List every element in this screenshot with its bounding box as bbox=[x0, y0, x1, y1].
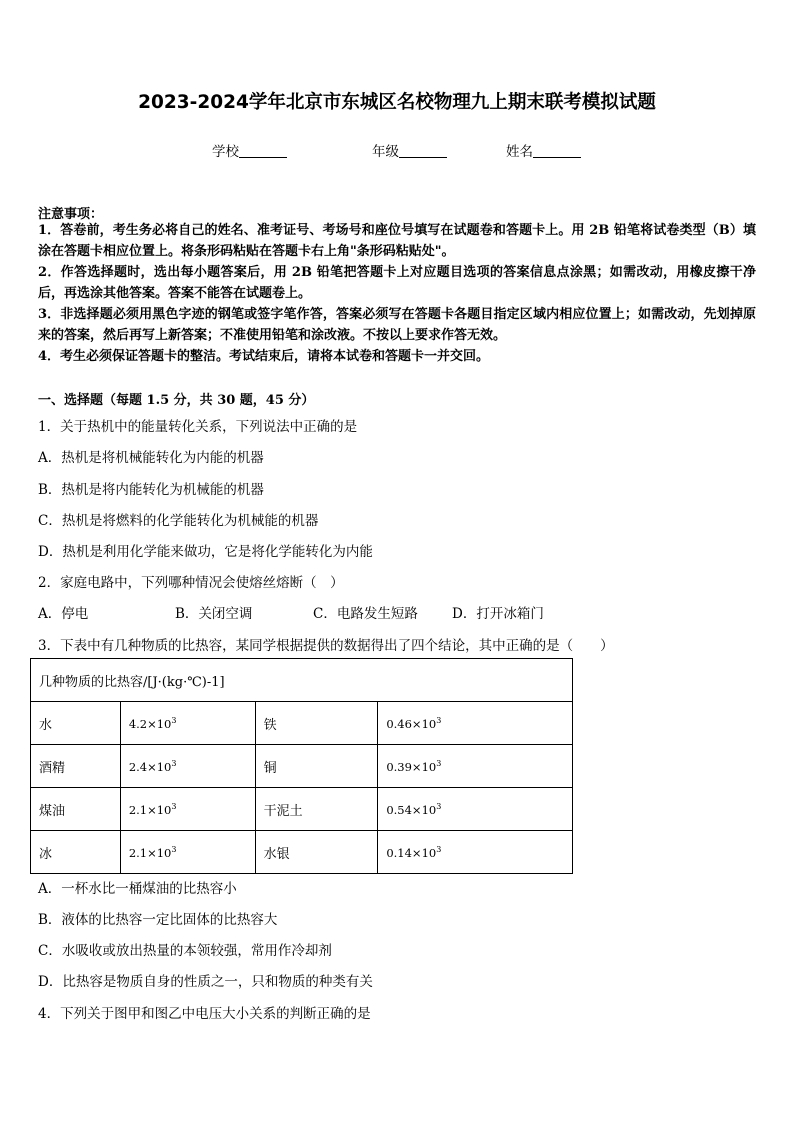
value-mantissa: 0.46×10 bbox=[386, 716, 437, 731]
value-exponent: 3 bbox=[436, 844, 442, 854]
table-header-cell: 几种物质的比热容/[J·(kg·℃)-1] bbox=[31, 659, 573, 702]
table-cell-substance: 干泥土 bbox=[255, 788, 378, 831]
table-row bbox=[31, 788, 573, 831]
table-cell-value bbox=[120, 702, 255, 745]
value-exponent: 3 bbox=[436, 758, 442, 768]
grade-label: 年级 bbox=[372, 144, 399, 160]
table-row bbox=[31, 831, 573, 874]
value-exponent: 3 bbox=[171, 801, 177, 811]
table-cell-substance: 水 bbox=[31, 702, 121, 745]
value-exponent: 3 bbox=[436, 715, 442, 725]
table-cell-substance: 酒精 bbox=[31, 745, 121, 788]
page-title: 2023-2024学年北京市东城区名校物理九上期末联考模拟试题 bbox=[138, 92, 656, 113]
school-blank bbox=[239, 143, 287, 158]
value-mantissa: 0.14×10 bbox=[386, 845, 437, 860]
value-exponent: 3 bbox=[436, 801, 442, 811]
table-cell-value bbox=[378, 702, 573, 745]
school-label: 学校 bbox=[212, 144, 239, 160]
question-2-stem: 2．家庭电路中，下列哪种情况会使熔丝熔断（ ） bbox=[38, 575, 344, 591]
question-1-option-b: B．热机是将内能转化为机械能的机器 bbox=[38, 482, 264, 498]
name-blank bbox=[533, 143, 581, 158]
question-3-option-d: D．比热容是物质自身的性质之一，只和物质的种类有关 bbox=[38, 974, 373, 990]
question-1-option-a: A．热机是将机械能转化为内能的机器 bbox=[38, 450, 264, 466]
question-2-option-d: D．打开冰箱门 bbox=[452, 606, 544, 622]
question-2-option-b: B．关闭空调 bbox=[175, 606, 253, 622]
table-row bbox=[31, 745, 573, 788]
question-2-option-c: C．电路发生短路 bbox=[313, 606, 418, 622]
question-2-option-a: A．停电 bbox=[38, 606, 89, 622]
table-cell-value bbox=[378, 745, 573, 788]
table-cell-value bbox=[120, 745, 255, 788]
table-cell-substance: 水银 bbox=[255, 831, 378, 874]
table-header-row bbox=[31, 659, 573, 702]
note-item-4: 4．考生必须保证答题卡的整洁。考试结束后，请将本试卷和答题卡一并交回。 bbox=[38, 349, 490, 364]
table-cell-substance: 冰 bbox=[31, 831, 121, 874]
value-mantissa: 2.4×10 bbox=[128, 759, 172, 774]
value-exponent: 3 bbox=[171, 844, 177, 854]
value-exponent: 3 bbox=[171, 715, 177, 725]
notes-title: 注意事项： bbox=[38, 207, 104, 222]
value-mantissa: 4.2×10 bbox=[128, 716, 172, 731]
grade-field bbox=[372, 140, 447, 160]
question-1-stem: 1．关于热机中的能量转化关系，下列说法中正确的是 bbox=[38, 419, 358, 435]
question-1-option-c: C．热机是将燃料的化学能转化为机械能的机器 bbox=[38, 513, 319, 529]
name-label: 姓名 bbox=[506, 144, 533, 160]
specific-heat-table bbox=[30, 658, 573, 874]
table-cell-substance: 煤油 bbox=[31, 788, 121, 831]
value-mantissa: 0.54×10 bbox=[386, 802, 437, 817]
value-mantissa: 2.1×10 bbox=[128, 802, 172, 817]
school-field bbox=[212, 140, 287, 160]
question-1-option-d: D．热机是利用化学能来做功，它是将化学能转化为内能 bbox=[38, 544, 373, 560]
table-row bbox=[31, 702, 573, 745]
table-cell-substance: 铜 bbox=[255, 745, 378, 788]
note-item-2: 2．作答选择题时，选出每小题答案后，用 2B 铅笔把答题卡上对应题目选项的答案信息点涂黑；如需改动，用橡皮擦干净后，再选涂其他答案。答案不能答在试题卷上。 bbox=[38, 265, 756, 301]
table-cell-value bbox=[120, 831, 255, 874]
value-mantissa: 2.1×10 bbox=[128, 845, 172, 860]
note-item-3: 3．非选择题必须用黑色字迹的钢笔或签字笔作答，答案必须写在答题卡各题目指定区域内相应位置上；如需改动，先划掉原来的答案，然后再写上新答案；不准使用铅笔和涂改液。不按以上要求作答无效。 bbox=[38, 307, 756, 343]
value-mantissa: 0.39×10 bbox=[386, 759, 437, 774]
section-heading: 一、选择题（每题 1.5 分，共 30 题，45 分） bbox=[38, 393, 315, 408]
table-cell-substance: 铁 bbox=[255, 702, 378, 745]
question-3-option-a: A．一杯水比一桶煤油的比热容小 bbox=[38, 881, 237, 897]
question-3-option-c: C．水吸收或放出热量的本领较强，常用作冷却剂 bbox=[38, 943, 332, 959]
value-exponent: 3 bbox=[171, 758, 177, 768]
table-cell-value bbox=[378, 788, 573, 831]
question-3-option-b: B．液体的比热容一定比固体的比热容大 bbox=[38, 912, 278, 928]
question-4-stem: 4．下列关于图甲和图乙中电压大小关系的判断正确的是 bbox=[38, 1006, 371, 1022]
grade-blank bbox=[399, 143, 447, 158]
note-item-1: 1．答卷前，考生务必将自己的姓名、准考证号、考场号和座位号填写在试题卷和答题卡上。用 2B 铅笔将试卷类型（B）填涂在答题卡相应位置上。将条形码粘贴在答题卡右上角"条形码粘贴处"。 bbox=[38, 223, 756, 259]
question-3-stem: 3．下表中有几种物质的比热容，某同学根据提供的数据得出了四个结论，其中正确的是（ ） bbox=[38, 638, 614, 654]
table-cell-value bbox=[378, 831, 573, 874]
table-cell-value bbox=[120, 788, 255, 831]
name-field bbox=[506, 140, 581, 160]
